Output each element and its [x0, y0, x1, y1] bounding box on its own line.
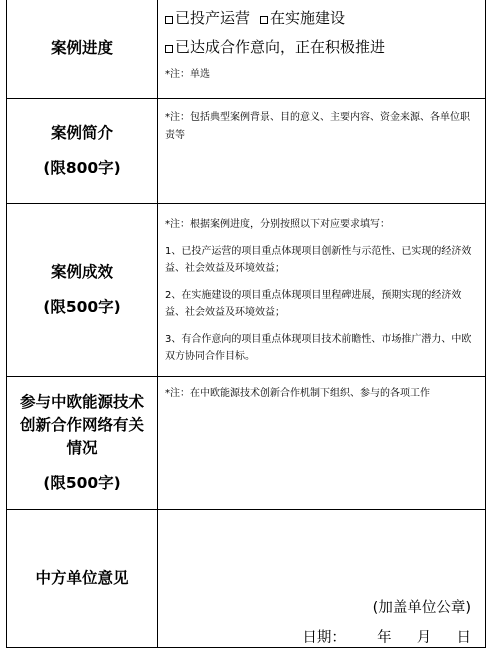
- results-item-2: 2、在实施建设的项目重点体现项目里程碑进展，预期实现的经济效益、社会效益及环境效益；: [165, 289, 462, 318]
- network-label-line-3: 情况: [66, 439, 98, 457]
- results-label: 案例成效: [50, 262, 113, 281]
- progress-note: *注：单选: [165, 69, 210, 80]
- summary-row: [7, 99, 485, 204]
- date-year: 年: [377, 630, 392, 646]
- results-note: *注：根据案例进度，分别按照以下对应要求填写：: [165, 219, 390, 230]
- date-label: 日期：: [302, 630, 346, 646]
- summary-content-cell[interactable]: [165, 109, 475, 144]
- results-label-cell: [7, 204, 158, 376]
- network-row: [7, 377, 485, 510]
- progress-option-row-1: [165, 8, 475, 29]
- results-content-cell[interactable]: [165, 216, 475, 366]
- network-label-line-1: 参与中欧能源技术: [19, 392, 144, 411]
- date-line: [302, 626, 471, 647]
- network-label-line-2: 创新合作网络有关: [19, 415, 144, 434]
- seal-note: (加盖单位公章): [372, 600, 471, 616]
- opinion-label-cell: [7, 510, 158, 647]
- progress-label-cell: [7, 0, 158, 98]
- option-construction: 在实施建设: [270, 9, 346, 27]
- summary-note: *注：包括典型案例背景、目的意义、主要内容、资金来源、各单位职责等: [165, 112, 470, 141]
- progress-label: 案例进度: [50, 39, 113, 58]
- results-item-3: 3、有合作意向的项目重点体现项目技术前瞻性、市场推广潜力、中欧双方协同合作目标。: [165, 333, 472, 362]
- progress-content-cell: [165, 8, 475, 84]
- summary-label: 案例简介: [50, 123, 113, 142]
- option-operated: 已投产运营: [175, 9, 251, 27]
- summary-label-cell: [7, 99, 158, 203]
- option-intent: 已达成合作意向，正在积极推进: [175, 38, 386, 56]
- date-month: 月: [416, 630, 432, 646]
- checkbox-icon[interactable]: [165, 16, 173, 24]
- opinion-content-cell[interactable]: [158, 510, 485, 647]
- results-item-1: 1、已投产运营的项目重点体现项目创新性与示范性、已实现的经济效益、社会效益及环境效益；: [165, 245, 472, 274]
- checkbox-icon[interactable]: [260, 16, 268, 24]
- application-form-table: [6, 0, 486, 648]
- date-day: 日: [456, 630, 471, 646]
- checkbox-icon[interactable]: [165, 45, 173, 53]
- network-limit: (限500字): [43, 474, 121, 493]
- network-note: *注：在中欧能源技术创新合作机制下组织、参与的各项工作: [165, 388, 430, 399]
- opinion-label: 中方单位意见: [35, 568, 129, 587]
- results-row: [7, 204, 485, 377]
- opinion-row: [7, 510, 485, 648]
- progress-option-row-2: [165, 37, 475, 58]
- progress-row: [7, 0, 485, 99]
- summary-limit: (限800字): [43, 159, 121, 177]
- network-label-cell: [7, 377, 158, 509]
- network-content-cell[interactable]: [165, 385, 475, 403]
- results-limit: (限500字): [43, 298, 121, 316]
